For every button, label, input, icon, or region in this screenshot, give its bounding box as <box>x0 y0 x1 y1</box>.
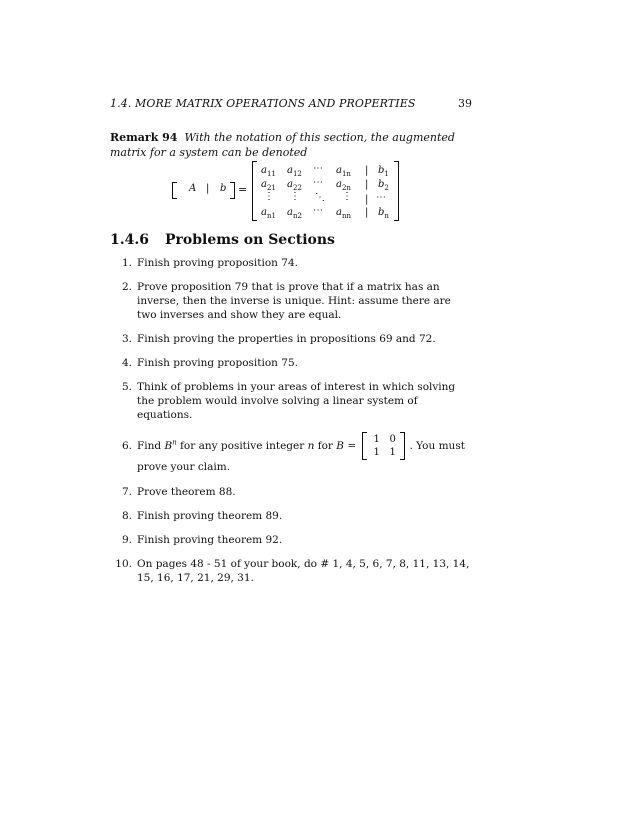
running-header: 1.4. MORE MATRIX OPERATIONS AND PROPERTIES <box>110 97 416 110</box>
problem-item: 5. Think of problems in your areas of interest in which solving the problem would involve solving a linear system of equations. <box>121 381 456 421</box>
rhs-left-bracket <box>252 161 257 221</box>
augmented-matrix-equation <box>172 161 412 223</box>
matrix-cell: $a_{11}$ <box>261 165 276 178</box>
matrix-b: 1 0 1 1 <box>362 432 406 460</box>
matrix-cell: $b_2$ <box>378 179 389 192</box>
matrix-cell: $a_{22}$ <box>287 179 302 192</box>
problem-item: 7. Prove theorem 88. <box>121 486 236 498</box>
matrix-cell: $a_{nn}$ <box>336 207 351 220</box>
problem-item: 1. Finish proving proposition 74. <box>121 257 298 269</box>
page-number: 39 <box>458 97 472 110</box>
matrix-cell: ⋯ <box>313 177 323 188</box>
problem-item: 2. Prove proposition 79 that is prove that if a matrix has an inverse, then the inverse is unique. Hint: assume there are two inverses and show they are equal. <box>121 281 451 321</box>
problem-item: 3. Finish proving the properties in propositions 69 and 72. <box>121 333 436 345</box>
section-heading <box>110 232 335 248</box>
problem-item: 9. Finish proving theorem 92. <box>121 534 283 546</box>
lhs-bar: | <box>206 183 210 194</box>
matrix-cell: | <box>365 194 369 205</box>
matrix-cell: ⋯ <box>313 163 323 174</box>
matrix-cell: $a_{12}$ <box>287 165 302 178</box>
matrix-cell: | <box>365 179 369 190</box>
section-number: 1.4.6 <box>110 232 149 248</box>
lhs-b: b <box>220 183 227 194</box>
matrix-cell: ⋮ <box>290 191 300 202</box>
problem-item: 8. Finish proving theorem 89. <box>121 510 283 522</box>
matrix-cell: | <box>365 207 369 218</box>
matrix-cell: | <box>365 165 369 176</box>
rhs-right-bracket <box>394 161 399 221</box>
matrix-cell: ⋯ <box>376 192 386 203</box>
matrix-cell: ⋮ <box>264 191 274 202</box>
matrix-cell: $a_{2n}$ <box>336 179 351 192</box>
matrix-cell: $a_{n2}$ <box>287 207 302 220</box>
remark-94 <box>110 130 472 160</box>
matrix-cell: $b_n$ <box>378 207 389 220</box>
problem-item: 6. Find $B^n$ for any positive integer n for B = 1 0 1 1 . You must prove your claim. <box>121 434 465 473</box>
matrix-cell: ⋱ <box>315 192 325 203</box>
matrix-cell: $a_{21}$ <box>261 179 276 192</box>
lhs-left-bracket <box>172 182 177 199</box>
matrix-cell: ⋮ <box>342 191 352 202</box>
remark-text: With the notation of this section, the augmented matrix for a system can be denoted <box>110 131 455 159</box>
matrix-cell: $a_{n1}$ <box>261 207 276 220</box>
lhs-a: A <box>189 183 197 194</box>
remark-label: Remark 94 <box>110 131 178 144</box>
section-title: Problems on Sections <box>164 232 335 248</box>
problem-list <box>110 256 472 595</box>
problem-item: 4. Finish proving proposition 75. <box>121 357 298 369</box>
equals-sign: = <box>238 183 248 196</box>
matrix-cell: $a_{1n}$ <box>336 165 351 178</box>
matrix-cell: $b_1$ <box>378 165 389 178</box>
matrix-cell: ⋯ <box>313 205 323 216</box>
problem-item: 10. On pages 48 - 51 of your book, do # 1, 4, 5, 6, 7, 8, 11, 13, 14, 15, 16, 17, 21, 29, 31. <box>115 558 470 584</box>
lhs-right-bracket <box>230 182 235 199</box>
